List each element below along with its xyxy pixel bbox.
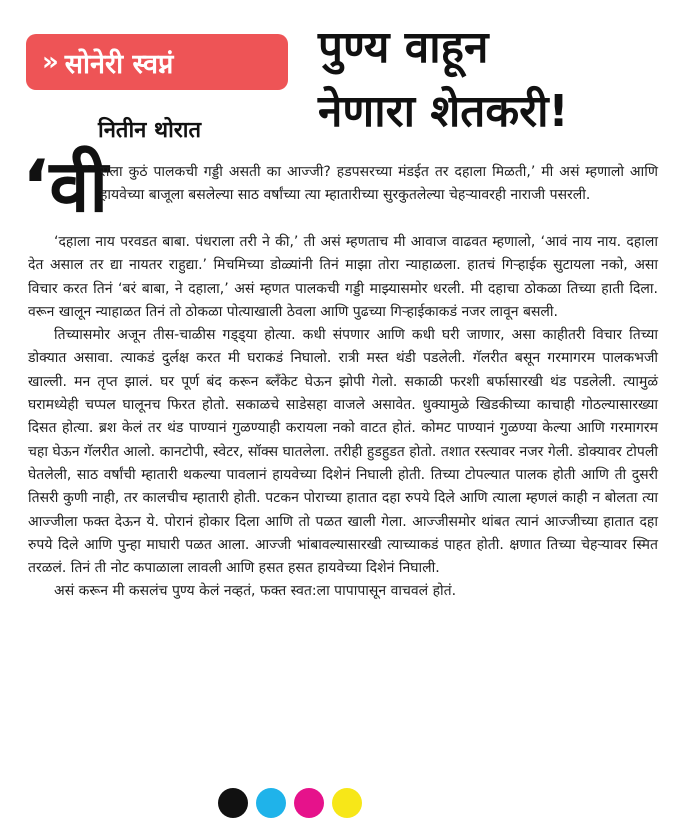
drop-cap: ‘वी [22,144,109,228]
article-paragraph: सला कुठं पालकची गड्डी असती का आज्जी? हडपसरच्या मंडईत तर दहाला मिळती,’ मी असं म्हणालो आणि हायवेच्या बाजूला बसलेल्या साठ वर्षांच्या त्या म्हातारीच्या सुरकुतलेल्या चेहऱ्यावरही नाराजी पसरली. [100,164,658,204]
column-name: सोनेरी स्वप्नं [64,48,174,80]
yellow-registration-dot [332,788,362,818]
article-paragraph: तिच्यासमोर अजून तीस-चाळीस गड्ड्या होत्या. कधी संपणार आणि कधी घरी जाणार, असा काहीतरी विचार तिच्या डोक्यात असावा. त्याकडं दुर्लक्ष करत मी घराकडं निघालो. रात्री मस्त थंडी पडलेली. गॅलरीत बसून गरमागरम पालकभजी खाल्ली. मन तृप्त झालं. घर पूर्ण बंद करून ब्लॅंकेट घेऊन झोपी गेलो. सकाळी फरशी बर्फासारखी थंड पडलेली. त्यामुळं घरामध्येही चप्पल घालूनच फिरत होतो. सकाळचे साडेसहा वाजले असावेत. धुक्यामुळे खिडकीच्या काचाही गोठल्यासारख्या दिसत होत्या. ब्रश केलं तर थंड पाण्यानं गुळण्याही करायला नको वाटत होतं. कोमट पाण्यानं गुळण्या केल्या आणि गरमागरम चहा घेऊन गॅलरीत आलो. कानटोपी, स्वेटर, सॉक्स घातलेला. तरीही हुडहुडत होतो. तशात रस्त्यावर नजर गेली. डोक्यावर टोपली घेतलेली, साठ वर्षांची म्हातारी थकल्या पावलानं हायवेच्या दिशेनं निघाली होती. तिच्या टोपल्यात पालक होती आणि ती दुसरी तिसरी कुणी नाही, तर कालचीच म्हातारी होती. पटकन पोराच्या हातात दहा रुपये दिले आणि त्याला म्हणलं काही न बोलता त्या आज्जीला फक्त देऊन ये. पोरानं होकार दिला आणि तो पळत खाली गेला. आज्जीसमोर थांबत त्यानं आज्जीच्या हातात दहा रुपये दिले आणि पुन्हा माघारी पळत आला. आज्जी भांबावल्यासारखी त्याच्याकडं पाहत होती. क्षणात तिच्या चेहऱ्यावर स्मित तरळलं. तिनं ती नोट कपाळाला लावली आणि हसत हसत हायवेच्या दिशेनं निघाली. [28,327,658,577]
headline-line-2: नेणारा शेतकरी! [318,86,569,137]
column-badge [26,34,288,90]
article-paragraph: असं करून मी कसलंच पुण्य केलं नव्हतं, फक्त स्वत:ला पापापासून वाचवलं होतं. [54,583,457,600]
headline [318,16,668,144]
cyan-registration-dot [256,788,286,818]
article-body [28,161,658,604]
article-paragraph: ‘दहाला नाय परवडत बाबा. पंधराला तरी ने की,’ ती असं म्हणताच मी आवाज वाढवत म्हणालो, ‘आवं नाय नाय. दहाला देत असाल तर द्या नायतर राहुद्या.’ मिचमिच्या डोळ्यांनी तिनं माझा तोरा न्याहाळला. हातचं गिऱ्हाईक सुटायला नको, असा विचार करत तिनं ‘बरं बाबा, ने दहाला,’ असं म्हणत पालकची गड्डी माझ्यासमोर धरली. मी दहाचा ठोकळा तिच्या हाती दिला. वरून खालून न्याहाळत तिनं तो ठोकळा पोत्याखाली ठेवला आणि पुढच्या गिऱ्हाईकाकडं नजर लावून बसली. [28,234,658,320]
magenta-registration-dot [294,788,324,818]
color-registration-marks [218,788,362,818]
author-byline: नितीन थोरात [98,118,202,143]
double-chevron-icon: » [42,47,55,77]
black-registration-dot [218,788,248,818]
headline-line-1: पुण्य वाहून [318,22,489,73]
